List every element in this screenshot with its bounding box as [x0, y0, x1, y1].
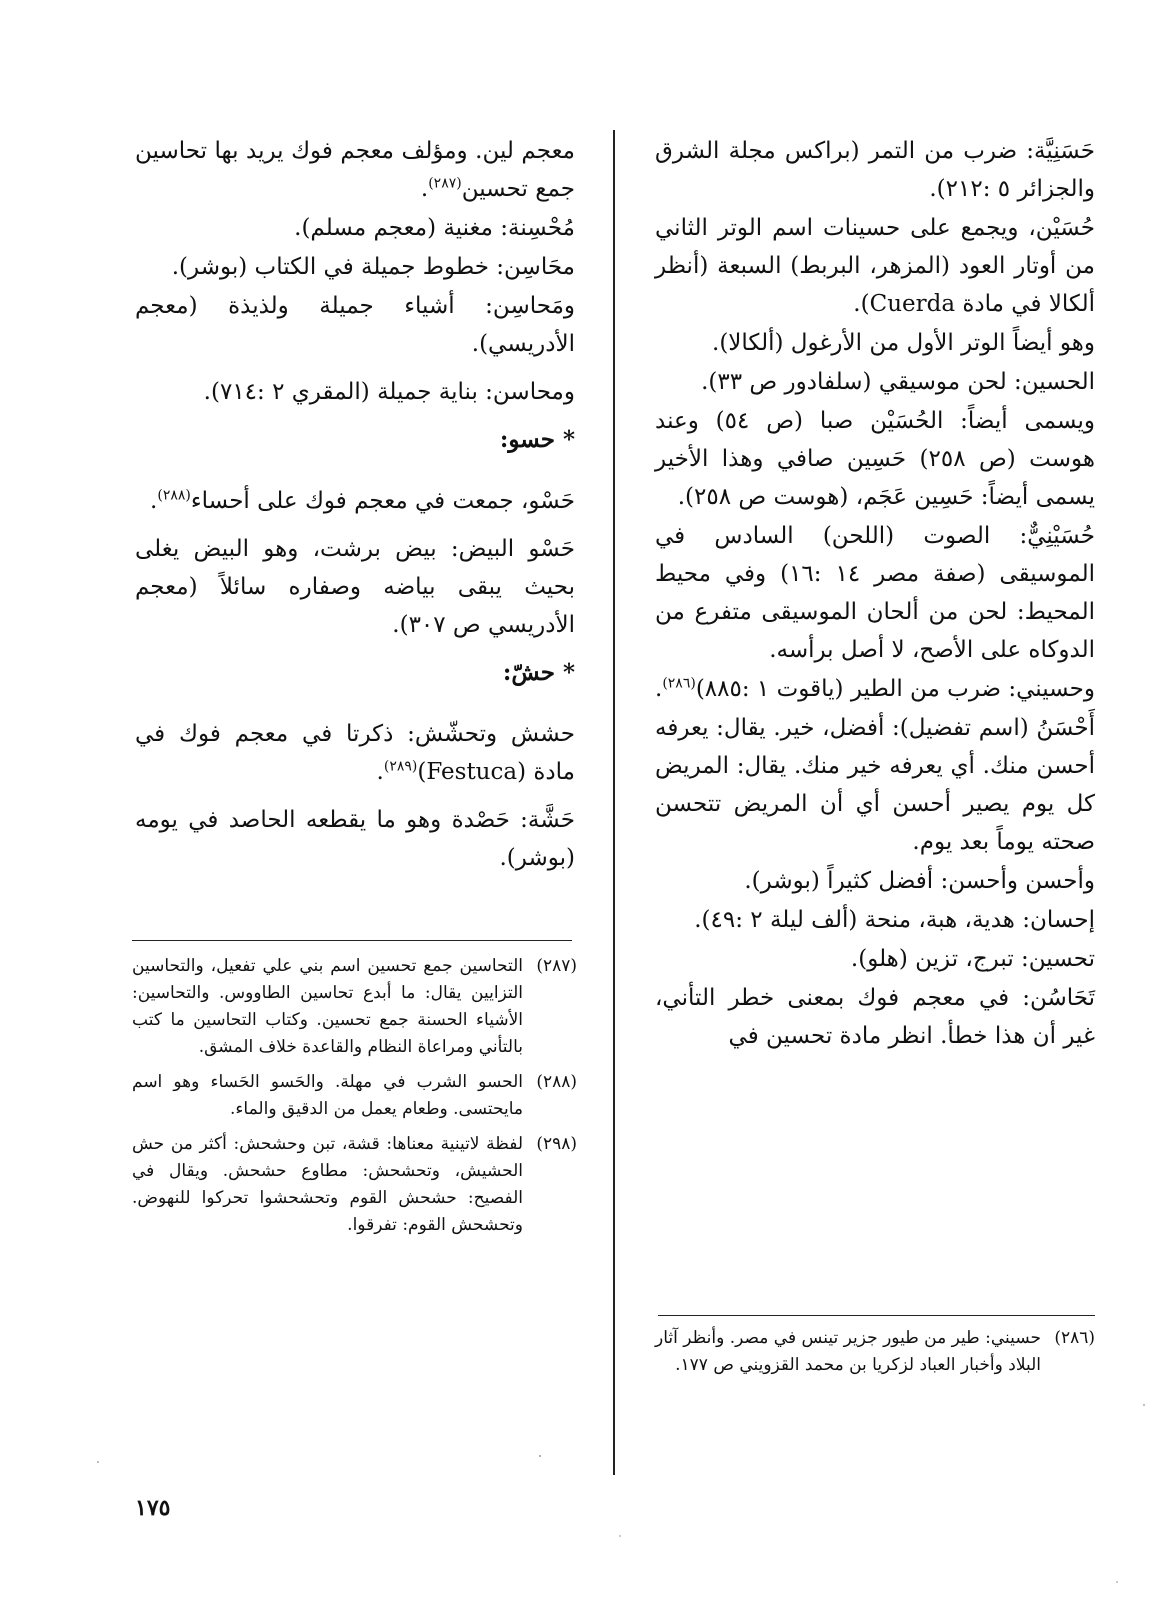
entry-hashash: حشش وتحشّش: ذكرتا في معجم فوك في مادة (Festuca)$^{(٢٨٩)}$.	[135, 721, 575, 785]
entry-muhsina: مُحْسِنة: مغنية (معجم مسلم).	[294, 215, 575, 241]
footnote-text: الحسو الشرب في مهلة. والحَسو الحَساء وهو اسم مايحتسى. وطعام يعمل من الدقيق والماء.	[132, 1072, 523, 1119]
footnote-rule-left	[132, 940, 572, 941]
footnote-number: (٢٨٧)	[536, 956, 577, 976]
footnote-ref-286: (٢٨٦)	[662, 675, 696, 692]
entry-husayn-urghul: وهو أيضاً الوتر الأول من الأرغول (ألكالا).	[712, 330, 1095, 356]
footnote	[132, 953, 577, 1061]
entry-hasaniyya: حَسَنِيَّة: ضرب من التمر (براكس مجلة الشرق والجزائر ٥ :٢١٢).	[655, 138, 1095, 202]
entry-mahasin: محَاسِن: خطوط جميلة في الكتاب (بوشر).	[171, 254, 575, 280]
footnote-rule-right	[658, 1315, 1095, 1316]
entry-hashsha: حَشَّة: حَصْدة وهو ما يقطعه الحاصد في يومه (بوشر).	[135, 807, 575, 871]
entry-ahsan: أَحْسَنُ (اسم تفضيل): أفضل، خير. يقال: يعرفه أحسن منك. أي يعرفه خير منك. يقال: المريض كل يوم يصير أحسن أي أن المريض تتحسن صحته يوماً بعد يوم.	[655, 715, 1095, 855]
entry-continuation-text: معجم لين. ومؤلف معجم فوك يريد بها تحاسين جمع تحسين	[135, 138, 575, 202]
entry-mahasin-2: ومَحاسِن: أشياء جميلة ولذيذة (معجم الأدريسي).	[135, 293, 575, 357]
footnotes-right	[655, 1325, 1095, 1387]
entry-tahasun: تَحَاسُن: في معجم فوك بمعنى خطر التأني، غير أن هذا خطأ. انظر مادة تحسين في	[655, 985, 1095, 1049]
entry-husayni-bird: وحسيني: ضرب من الطير (ياقوت ١ :٨٨٥)$^{(٢٨٦)}$.	[655, 675, 1095, 702]
footnotes-left	[132, 953, 577, 1247]
footnote-number: (٢٩٨)	[536, 1134, 577, 1154]
footnote	[655, 1325, 1095, 1379]
root-heading-hashsh: * حشّ:	[502, 659, 575, 686]
entry-mahasin-3: ومحاسن: بناية جميلة (المقري ٢ :٧١٤).	[203, 379, 575, 405]
footnote-ref-288: (٢٨٨)	[157, 487, 191, 504]
right-column	[655, 132, 1095, 1056]
column-divider	[613, 130, 615, 1475]
entry-continuation: معجم لين. ومؤلف معجم فوك يريد بها تحاسين جمع تحسين$^{(٢٨٧)}$.	[135, 138, 575, 202]
entry-tahsin: تحسين: تبرج، تزين (هلو).	[850, 946, 1095, 972]
footnote	[132, 1069, 577, 1123]
footnote	[132, 1131, 577, 1239]
entry-husayni-bird-text: وحسيني: ضرب من الطير (ياقوت ١ :٨٨٥)	[695, 676, 1095, 702]
entry-hashash-text: حشش وتحشّش: ذكرتا في معجم فوك في مادة (Festuca)	[135, 721, 575, 785]
footnote-text: التحاسين جمع تحسين اسم بني علي تفعيل، والتحاسين التزايين يقال: ما أبدع تحاسين الطاووس. والتحاسين: الأشياء الحسنة جمع تحسين. وكتاب التحاسين ما كتب بالتأني ومراعاة النظام والقاعدة خلاف المشق.	[132, 956, 524, 1057]
footnote-number: (٢٨٨)	[536, 1072, 577, 1092]
entry-al-husayn: الحسين: لحن موسيقي (سلفادور ص ٣٣).	[701, 369, 1095, 395]
entry-husayn-saba: ويسمى أيضاً: الحُسَيْن صبا (ص ٥٤) وعند هوست (ص ٢٥٨) حَسِين صافي وهذا الأخير يسمى أيضاً: حَسِين عَجَم، (هوست ص ٢٥٨).	[655, 408, 1095, 510]
entry-ahsan-wa-ahsan: وأحسن وأحسن: أفضل كثيراً (بوشر).	[744, 868, 1095, 894]
footnote-ref-287: (٢٨٧)	[428, 175, 462, 192]
left-column	[135, 132, 575, 878]
footnote-text: حسيني: طير من طيور جزير تينس في مصر. وأنظر آثار البلاد وأخبار العباد لزكريا بن محمد القزويني ص ١٧٧.	[655, 1328, 1041, 1375]
entry-hasw-bayd: حَسْو البيض: بيض برشت، وهو البيض يغلى بحيث يبقى بياضه وصفاره سائلاً (معجم الأدريسي ص ٣٠٧).	[135, 536, 575, 638]
root-heading-hasw: * حسو:	[499, 426, 575, 453]
footnote-ref-289: (٢٨٩)	[383, 758, 418, 775]
entry-ihsan: إحسان: هدية، هبة، منحة (ألف ليلة ٢ :٤٩).	[694, 907, 1095, 933]
footnote-number: (٢٨٦)	[1054, 1328, 1095, 1348]
footnote-text: لفظة لاتينية معناها: قشة، تبن وحشحش: أكثر من حش الحشيش، وتحشحش: مطاوع حشحش. ويقال في الفصيح: حشحش القوم وتحشحشوا تحركوا للنهوض. وتحشحش القوم: تفرقوا.	[132, 1134, 523, 1235]
page-number: ١٧٥	[135, 1495, 171, 1521]
entry-hasw: حَسْو، جمعت في معجم فوك على أحساء$^{(٢٨٨)}$.	[150, 487, 575, 514]
entry-hasw-text: حَسْو، جمعت في معجم فوك على أحساء	[190, 488, 575, 514]
entry-husayni: حُسَيْنِيٌّ: الصوت (اللحن) السادس في الموسيقى (صفة مصر ١٤ :١٦) وفي محيط المحيط: لحن من ألحان الموسيقى متفرع من الدوكاه على الأصح، لا أصل برأسه.	[655, 523, 1096, 663]
entry-husayn: حُسَيْن، ويجمع على حسينات اسم الوتر الثاني من أوتار العود (المزهر، البربط) السبعة (أنظر ألكالا في مادة Cuerda).	[655, 215, 1095, 317]
